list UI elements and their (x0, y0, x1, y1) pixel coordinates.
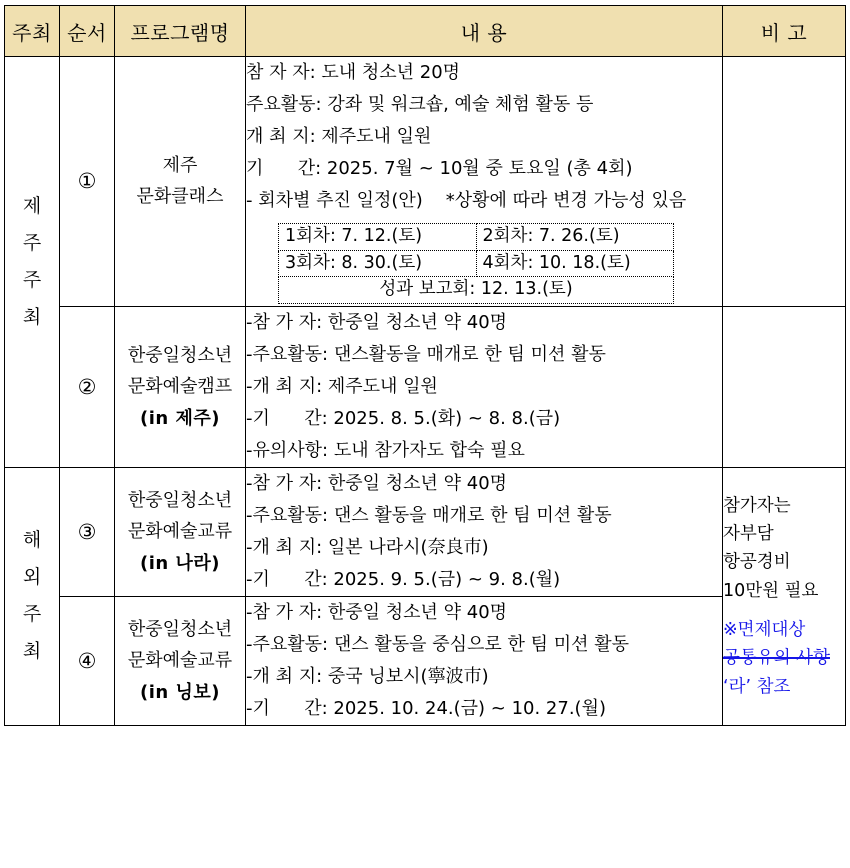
content-line: -참 가 자: 한중일 청소년 약 40명 (246, 311, 508, 333)
program-name (115, 467, 246, 596)
schedule-cell: 1회차: 7. 12.(토) (279, 224, 477, 251)
program-name-line2: 문화예술교류 (127, 650, 233, 672)
program-name-line1: 한중일청소년 (127, 489, 233, 511)
remark-line: 항공경비 (723, 552, 791, 573)
table-body (5, 57, 846, 726)
remark-reference-line: ‘라’ 참조 (723, 676, 791, 697)
program-name-line2: 문화예술캠프 (127, 376, 233, 398)
content-line: -기 간: 2025. 8. 5.(화) ~ 8. 8.(금) (246, 407, 561, 429)
table-row (5, 57, 846, 307)
order-number: ① (60, 57, 115, 307)
schedule-cell: 4회차: 10. 18.(토) (476, 250, 674, 277)
remarks-cell (723, 57, 846, 307)
content-cell (246, 596, 723, 725)
header-remarks: 비 고 (723, 6, 846, 57)
schedule-cell: 2회차: 7. 26.(토) (476, 224, 674, 251)
table-row (5, 306, 846, 467)
content-line: 참 자 자: 도내 청소년 20명 (246, 62, 461, 83)
content-line: -주요활동: 댄스 활동을 매개로 한 팀 미션 활동 (246, 504, 612, 526)
schedule-footer-cell: 성과 보고회: 12. 13.(토) (279, 277, 674, 304)
remark-strikethrough-line: 공통유의 사항 (723, 648, 830, 669)
host-group-label: 해외주최 (22, 529, 42, 663)
remark-line: 10만원 필요 (723, 580, 819, 601)
program-name-line3: (in 나라) (140, 552, 220, 574)
remark-spacer (723, 605, 845, 616)
session-schedule-table (278, 223, 674, 304)
content-line: -기 간: 2025. 9. 5.(금) ~ 9. 8.(월) (246, 568, 561, 590)
order-number: ② (60, 306, 115, 467)
content-cell (246, 57, 723, 307)
order-number: ④ (60, 596, 115, 725)
program-name-line1: 한중일청소년 (127, 618, 233, 640)
header-row (5, 6, 846, 57)
content-line: -유의사항: 도내 참가자도 합숙 필요 (246, 439, 525, 461)
program-name-line2: 문화클래스 (136, 186, 224, 208)
program-name (115, 306, 246, 467)
program-name-line2: 문화예술교류 (127, 521, 233, 543)
content-line: -참 가 자: 한중일 청소년 약 40명 (246, 601, 508, 623)
content-line: -개 최 지: 제주도내 일원 (246, 375, 438, 397)
remark-line: 자부담 (723, 524, 774, 545)
content-line: 주요활동: 강좌 및 워크숍, 예술 체험 활동 등 (246, 94, 594, 115)
content-line: -참 가 자: 한중일 청소년 약 40명 (246, 472, 508, 494)
content-line: -기 간: 2025. 10. 24.(금) ~ 10. 27.(월) (246, 697, 606, 719)
host-group-overseas (5, 467, 60, 725)
program-name (115, 57, 246, 307)
content-cell (246, 306, 723, 467)
table-header (5, 6, 846, 57)
content-line: 개 최 지: 제주도내 일원 (246, 126, 432, 147)
program-schedule-table (4, 5, 846, 726)
host-group-label: 제주주최 (22, 194, 42, 328)
table-row (5, 467, 846, 596)
content-line: -주요활동: 댄스 활동을 중심으로 한 팀 미션 활동 (246, 633, 629, 655)
program-name-line3: (in 제주) (140, 407, 220, 429)
content-line: 기 간: 2025. 7월 ~ 10월 중 토요일 (총 4회) (246, 158, 633, 179)
content-line: -주요활동: 댄스활동을 매개로 한 팀 미션 활동 (246, 343, 606, 365)
program-name-line1: 한중일청소년 (127, 344, 233, 366)
program-name-line1: 제주 (162, 154, 198, 176)
schedule-row (279, 250, 674, 277)
schedule-row (279, 277, 674, 304)
program-name (115, 596, 246, 725)
content-line: -개 최 지: 중국 닝보시(寧波市) (246, 665, 489, 687)
header-order: 순서 (60, 6, 115, 57)
header-host: 주최 (5, 6, 60, 57)
content-cell (246, 467, 723, 596)
remarks-cell (723, 467, 846, 725)
remark-line: 참가자는 (723, 495, 791, 516)
program-name-line3: (in 닝보) (140, 681, 220, 703)
header-program: 프로그램명 (115, 6, 246, 57)
table-row (5, 596, 846, 725)
remarks-cell (723, 306, 846, 467)
content-line: -개 최 지: 일본 나라시(奈良市) (246, 536, 489, 558)
schedule-row (279, 224, 674, 251)
remark-note-line: ※면제대상 (723, 620, 806, 641)
order-number: ③ (60, 467, 115, 596)
host-group-jeju (5, 57, 60, 468)
header-content: 내 용 (246, 6, 723, 57)
schedule-cell: 3회차: 8. 30.(토) (279, 250, 477, 277)
content-line: - 회차별 추진 일정(안) *상황에 따라 변경 가능성 있음 (246, 190, 687, 211)
